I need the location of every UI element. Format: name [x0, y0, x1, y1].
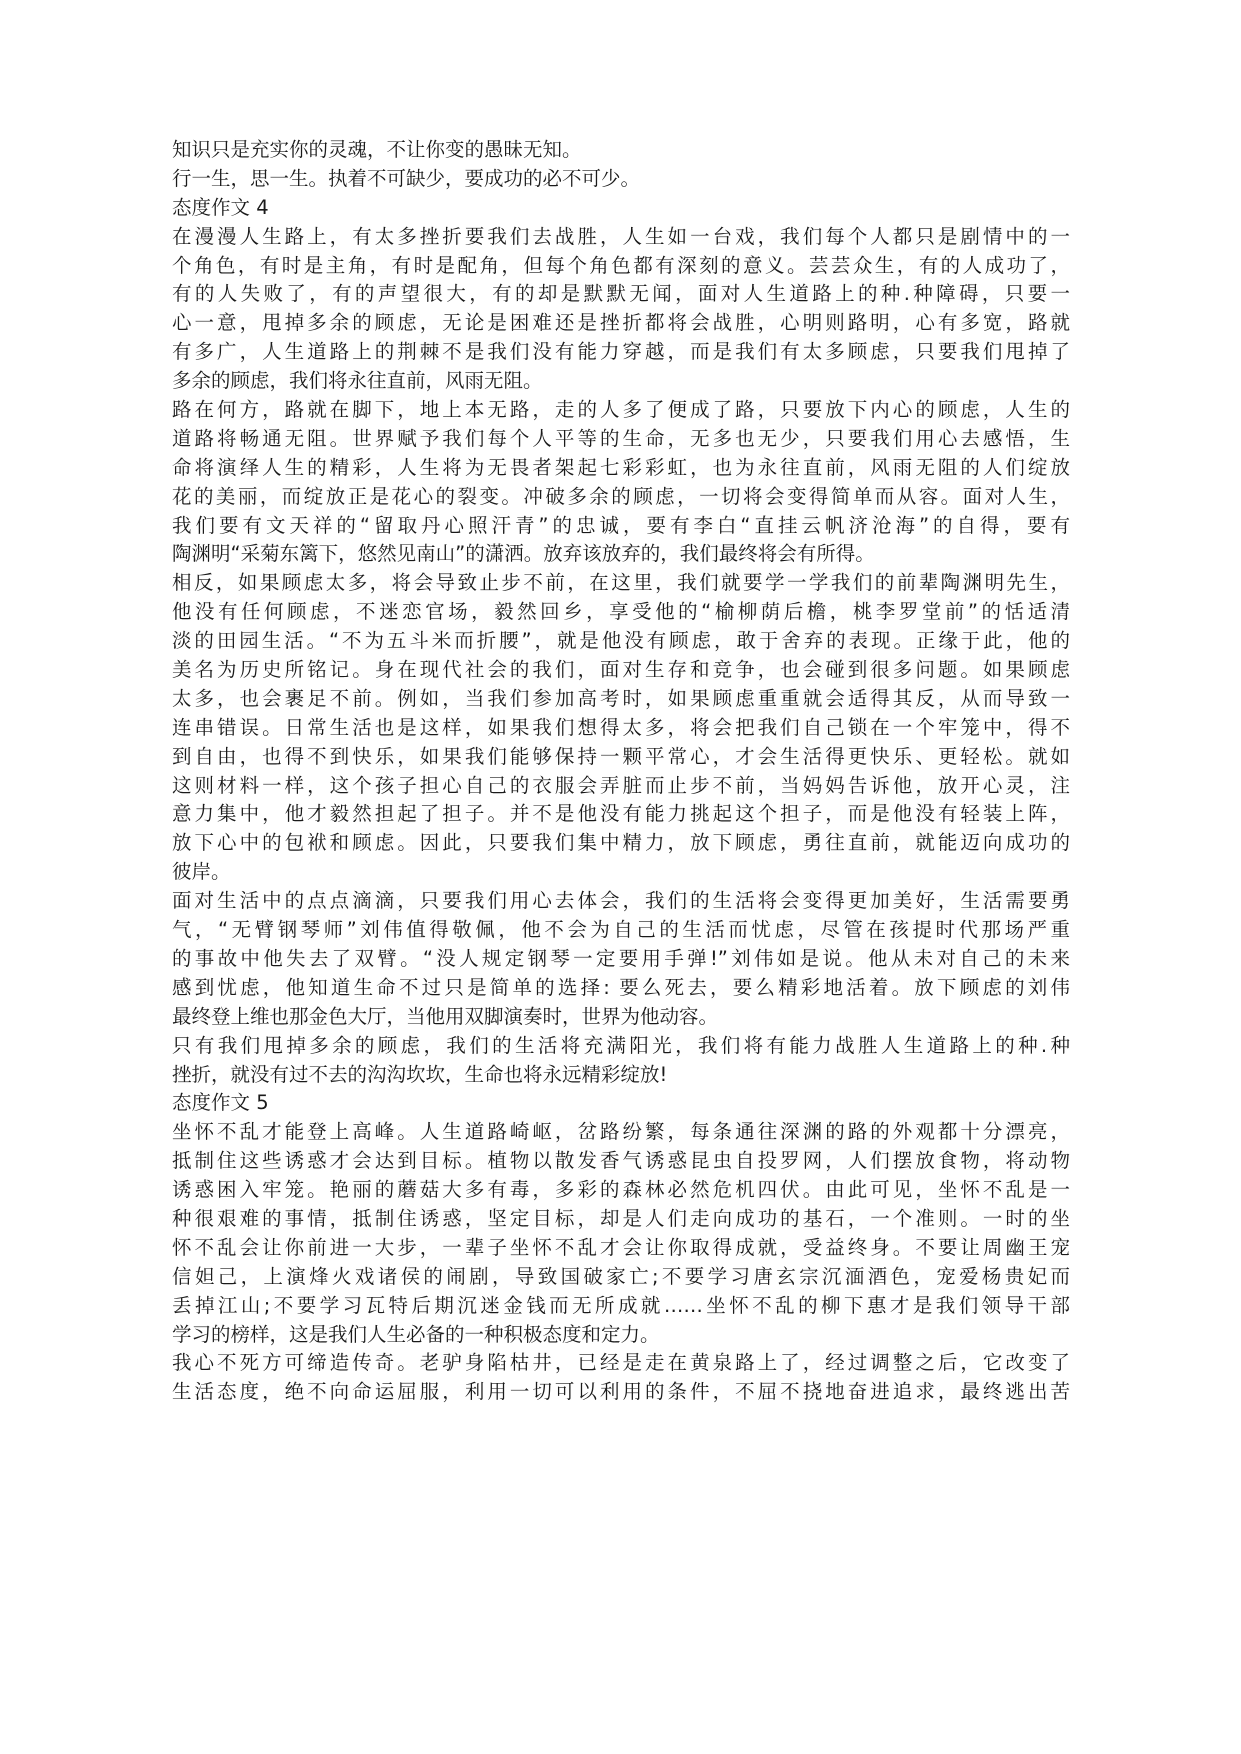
text-line: 花的美丽，而绽放正是花心的裂变。冲破多余的顾虑，一切将会变得简单而从容。面对人生， [172, 484, 1070, 508]
text-line: 他没有任何顾虑，不迷恋官场，毅然回乡，享受他的“榆柳荫后檐，桃李罗堂前”的恬适清 [172, 600, 1070, 624]
text-line: 到自由，也得不到快乐，如果我们能够保持一颗平常心，才会生活得更快乐、更轻松。就如 [172, 744, 1070, 768]
text-line: 我们要有文天祥的“留取丹心照汗青”的忠诚，要有李白“直挂云帆济沧海”的自得，要有 [172, 513, 1070, 537]
paragraph [172, 223, 1070, 396]
text-line: 个角色，有时是主角，有时是配角，但每个角色都有深刻的意义。芸芸众生，有的人成功了， [172, 253, 1070, 277]
paragraph [172, 569, 1070, 887]
text-line: 气，“无臂钢琴师”刘伟值得敬佩，他不会为自己的生活而忧虑，尽管在孩提时代那场严重 [172, 918, 1070, 942]
text-line: 在漫漫人生路上，有太多挫折要我们去战胜，人生如一台戏，我们每个人都只是剧情中的一 [172, 224, 1070, 248]
text-line: 我心不死方可缔造传奇。老驴身陷枯井，已经是走在黄泉路上了，经过调整之后，它改变了 [172, 1351, 1070, 1375]
paragraph [172, 1349, 1070, 1407]
text-line: 相反，如果顾虑太多，将会导致止步不前，在这里，我们就要学一学我们的前辈陶渊明先生， [172, 571, 1070, 595]
text-line: 心一意，甩掉多余的顾虑，无论是困难还是挫折都将会战胜，心明则路明，心有多宽，路就 [172, 311, 1070, 335]
text-line: 美名为历史所铭记。身在现代社会的我们，面对生存和竞争，也会碰到很多问题。如果顾虑 [172, 658, 1070, 682]
text-line: 有的人失败了，有的声望很大，有的却是默默无闻，面对人生道路上的种.种障碍，只要一 [172, 282, 1070, 306]
text-line: 感到忧虑，他知道生命不过只是简单的选择: 要么死去，要么精彩地活着。放下顾虑的刘伟 [172, 975, 1070, 999]
text-line: 态度作文 4 [172, 195, 269, 219]
paragraph [172, 1032, 1070, 1090]
text-line: 太多，也会裹足不前。例如，当我们参加高考时，如果顾虑重重就会适得其反，从而导致一 [172, 686, 1070, 710]
text-line: 道路将畅通无阻。世界赋予我们每个人平等的生命，无多也无少，只要我们用心去感悟，生 [172, 426, 1070, 450]
document-page [172, 136, 1070, 1407]
paragraph [172, 396, 1070, 569]
text-line: 挫折，就没有过不去的沟沟坎坎，生命也将永远精彩绽放! [172, 1062, 668, 1086]
text-line: 只有我们甩掉多余的顾虑，我们的生活将充满阳光，我们将有能力战胜人生道路上的种.种 [172, 1033, 1070, 1057]
text-line: 路在何方，路就在脚下，地上本无路，走的人多了便成了路，只要放下内心的顾虑，人生的 [172, 398, 1070, 422]
text-line: 这则材料一样，这个孩子担心自己的衣服会弄脏而止步不前，当妈妈告诉他，放开心灵，注 [172, 773, 1070, 797]
text-line: 有多广，人生道路上的荆棘不是我们没有能力穿越，而是我们有太多顾虑，只要我们甩掉了 [172, 340, 1070, 364]
text-line: 多余的顾虑，我们将永往直前，风雨无阻。 [172, 369, 543, 393]
paragraph [172, 1118, 1070, 1349]
paragraph [172, 136, 1070, 165]
text-line: 陶渊明“采菊东篱下，悠然见南山”的潇洒。放弃该放弃的，我们最终将会有所得。 [172, 542, 875, 566]
text-line: 种很艰难的事情，抵制住诱惑，坚定目标，却是人们走向成功的基石，一个准则。一时的坐 [172, 1206, 1070, 1230]
text-line: 怀不乱会让你前进一大步，一辈子坐怀不乱才会让你取得成就，受益终身。不要让周幽王宠 [172, 1235, 1070, 1259]
text-line: 诱惑困入牢笼。艳丽的蘑菇大多有毒，多彩的森林必然危机四伏。由此可见，坐怀不乱是一 [172, 1178, 1070, 1202]
text-line: 连串错误。日常生活也是这样，如果我们想得太多，将会把我们自己锁在一个牢笼中，得不 [172, 715, 1070, 739]
text-line: 淡的田园生活。“不为五斗米而折腰”，就是他没有顾虑，敢于舍弃的表现。正缘于此，他的 [172, 629, 1070, 653]
text-line: 放下心中的包袱和顾虑。因此，只要我们集中精力，放下顾虑，勇往直前，就能迈向成功的 [172, 831, 1070, 855]
text-line: 抵制住这些诱惑才会达到目标。植物以散发香气诱惑昆虫自投罗网，人们摆放食物，将动物 [172, 1149, 1070, 1173]
paragraph [172, 165, 1070, 194]
text-line: 最终登上维也那金色大厅，当他用双脚演奏时，世界为他动容。 [172, 1004, 719, 1028]
text-line: 态度作文 5 [172, 1091, 269, 1115]
paragraph [172, 887, 1070, 1031]
text-line: 坐怀不乱才能登上高峰。人生道路崎岖，岔路纷繁，每条通往深渊的路的外观都十分漂亮， [172, 1120, 1070, 1144]
text-line: 命将演绎人生的精彩，人生将为无畏者架起七彩彩虹，也为永往直前，风雨无阻的人们绽放 [172, 455, 1070, 479]
text-line: 学习的榜样，这是我们人生必备的一种积极态度和定力。 [172, 1322, 660, 1346]
text-line: 行一生，思一生。执着不可缺少，要成功的必不可少。 [172, 166, 641, 190]
text-line: 生活态度，绝不向命运屈服，利用一切可以利用的条件，不屈不挠地奋进追求，最终逃出苦 [172, 1380, 1070, 1404]
text-line: 信妲己，上演烽火戏诸侯的闹剧，导致国破家亡;不要学习唐玄宗沉湎酒色，宠爱杨贵妃而 [172, 1264, 1070, 1288]
text-line: 的事故中他失去了双臂。“没人规定钢琴一定要用手弹!”刘伟如是说。他从未对自己的未来 [172, 946, 1070, 970]
text-line: 面对生活中的点点滴滴，只要我们用心去体会，我们的生活将会变得更加美好，生活需要勇 [172, 889, 1070, 913]
text-line: 意力集中，他才毅然担起了担子。并不是他没有能力挑起这个担子，而是他没有轻装上阵， [172, 802, 1070, 826]
text-line: 彼岸。 [172, 860, 231, 884]
text-line: 知识只是充实你的灵魂，不让你变的愚昧无知。 [172, 138, 582, 161]
section-heading [172, 1089, 1070, 1118]
text-line: 丢掉江山;不要学习瓦特后期沉迷金钱而无所成就……坐怀不乱的柳下惠才是我们领导干部 [172, 1293, 1070, 1317]
section-heading [172, 194, 1070, 223]
